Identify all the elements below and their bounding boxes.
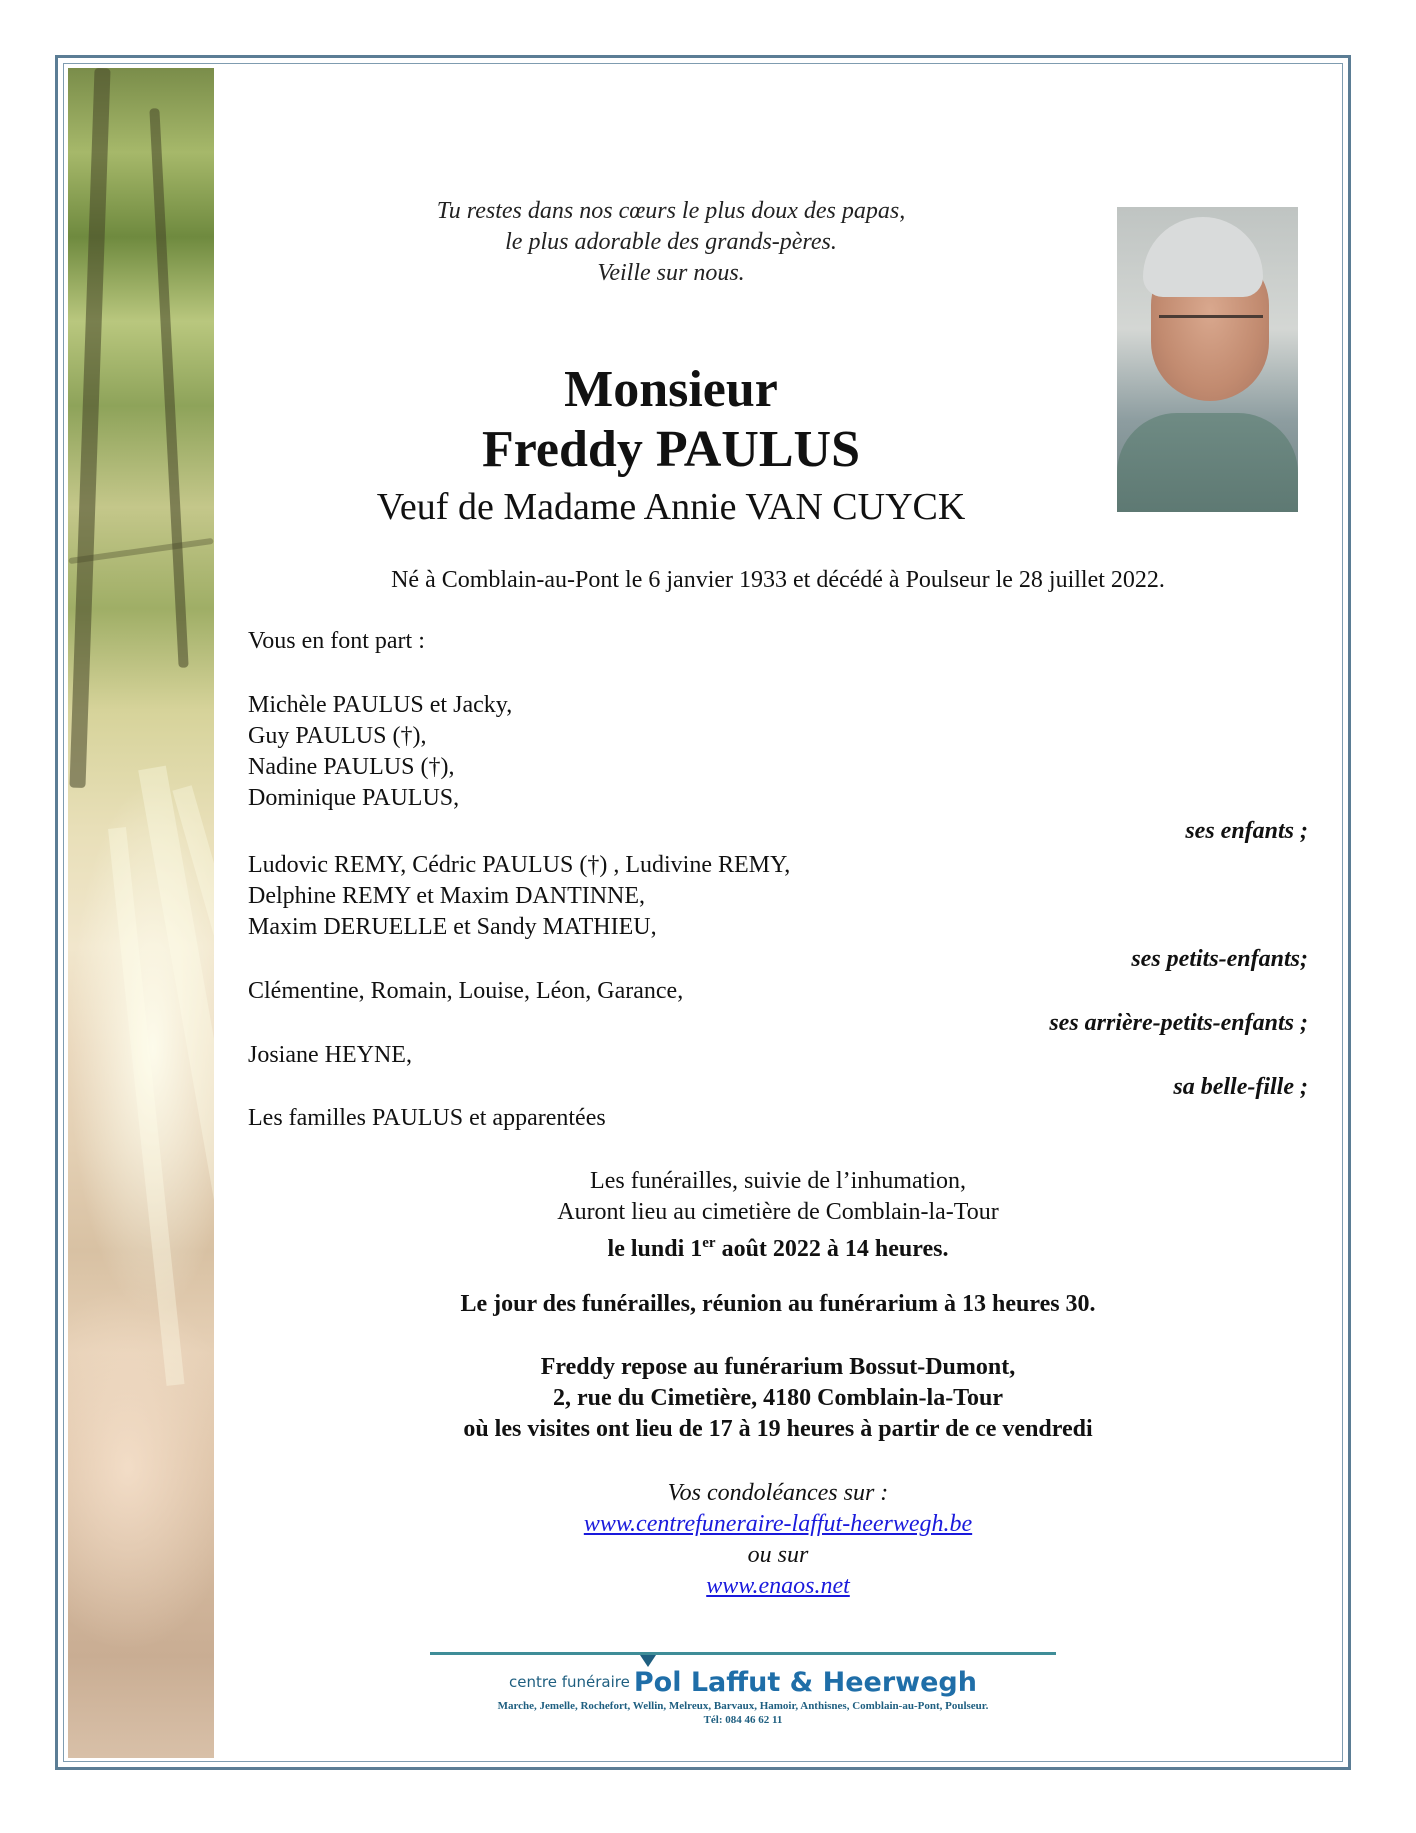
family-name: Delphine REMY et Maxim DANTINNE, xyxy=(248,883,646,909)
brand-prefix: centre funéraire xyxy=(509,1673,630,1691)
poem-line: Veille sur nous. xyxy=(597,260,745,286)
poem-line: le plus adorable des grands-pères. xyxy=(505,229,837,255)
family-name: Nadine PAULUS (†), xyxy=(248,754,455,780)
forest-path-photo xyxy=(68,68,214,1758)
relation-label: ses petits-enfants; xyxy=(1131,946,1308,972)
tree-trunk xyxy=(149,108,188,668)
logo-triangle-icon xyxy=(640,1655,656,1667)
family-name: Michèle PAULUS et Jacky, xyxy=(248,692,513,718)
poem-line: Tu restes dans nos cœurs le plus doux des papas, xyxy=(436,198,906,224)
funeral-date-sup: er xyxy=(702,1235,716,1251)
relation-label: sa belle-fille ; xyxy=(1173,1074,1308,1100)
condolences-label: Vos condoléances sur : xyxy=(667,1480,889,1506)
rest-info xyxy=(248,1352,1308,1445)
families-line: Les familles PAULUS et apparentées xyxy=(248,1105,606,1131)
rest-line: Freddy repose au funérarium Bossut-Dumont, xyxy=(540,1354,1016,1380)
honorific: Monsieur xyxy=(564,361,778,418)
deceased-name: Freddy PAULUS xyxy=(482,421,860,478)
portrait-shirt xyxy=(1117,413,1298,512)
intro-text: Vous en font part : xyxy=(248,628,425,654)
meeting-line: Le jour des funérailles, réunion au funérarium à 13 heures 30. xyxy=(460,1291,1096,1317)
funeral-line: Auront lieu au cimetière de Comblain-la-Tour xyxy=(557,1199,999,1225)
condolences-or: ou sur xyxy=(747,1542,809,1568)
family-name: Guy PAULUS (†), xyxy=(248,723,427,749)
rest-line: où les visites ont lieu de 17 à 19 heures à partir de ce vendredi xyxy=(463,1416,1093,1442)
family-name: Dominique PAULUS, xyxy=(248,785,460,811)
funeral-line: Les funérailles, suivie de l’inhumation, xyxy=(590,1168,966,1194)
family-name: Clémentine, Romain, Louise, Léon, Garance, xyxy=(248,978,684,1004)
footer-brand xyxy=(430,1667,1056,1698)
portrait-photo xyxy=(1117,207,1298,512)
tree-trunk xyxy=(69,68,110,788)
condolences-link-enaos[interactable]: www.enaos.net xyxy=(706,1573,850,1599)
name-block xyxy=(248,360,1094,530)
family-name: Maxim DERUELLE et Sandy MATHIEU, xyxy=(248,914,657,940)
funeral-date-end: août 2022 à 14 heures. xyxy=(715,1236,949,1262)
footer-rule xyxy=(430,1652,1056,1655)
family-name: Ludovic REMY, Cédric PAULUS (†) , Ludivine REMY, xyxy=(248,852,791,878)
birth-death-line: Né à Comblain-au-Pont le 6 janvier 1933 et décédé à Poulseur le 28 juillet 2022. xyxy=(391,567,1165,593)
poem xyxy=(248,196,1094,289)
condolences-link-laffut[interactable]: www.centrefuneraire-laffut-heerwegh.be xyxy=(583,1511,973,1537)
widow-line: Veuf de Madame Annie VAN CUYCK xyxy=(376,486,966,528)
family-name: Josiane HEYNE, xyxy=(248,1042,412,1068)
funeral-date xyxy=(248,1228,1308,1265)
condolences xyxy=(248,1478,1308,1602)
footer-towns: Marche, Jemelle, Rochefort, Wellin, Melreux, Barvaux, Hamoir, Anthisnes, Comblain-au-Pont, Poulseur. xyxy=(497,1700,989,1712)
portrait-glasses xyxy=(1159,315,1263,346)
funeral-date-start: le lundi 1 xyxy=(607,1236,703,1262)
footer-phone: Tél: 084 46 62 11 xyxy=(703,1714,783,1726)
rest-line: 2, rue du Cimetière, 4180 Comblain-la-Tour xyxy=(553,1385,1003,1411)
portrait-hair xyxy=(1143,217,1263,297)
funeral-home-logo xyxy=(430,1652,1056,1726)
funeral-info xyxy=(248,1166,1308,1265)
relation-label: ses arrière-petits-enfants ; xyxy=(1049,1010,1308,1036)
relation-label: ses enfants ; xyxy=(1185,818,1308,844)
brand-name: Pol Laffut & Heerwegh xyxy=(633,1667,977,1698)
